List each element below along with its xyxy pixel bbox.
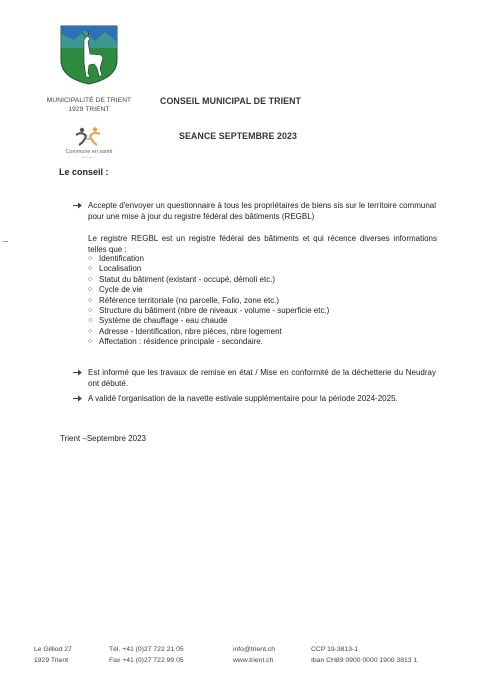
email-link[interactable]: info@trient.ch bbox=[233, 646, 276, 653]
margin-mark bbox=[3, 241, 8, 242]
municipal-crest-logo bbox=[59, 24, 119, 86]
program-label: Commune en santé bbox=[65, 149, 113, 155]
circle-bullet-icon: ○ bbox=[88, 265, 93, 273]
footer-bank: CCP 19-3813-1 Iban CH89 0900 0000 1900 3813 1 bbox=[311, 646, 418, 664]
item-text: Est informé que les travaux de remise en état / Mise en conformité de la déchetterie du Neudray ont débuté. bbox=[88, 368, 436, 388]
circle-bullet-icon: ○ bbox=[88, 338, 93, 346]
regbl-intro: Le registre REGBL est un registre fédéral des bâtiments et qui récence diverses informations telles que : bbox=[88, 234, 437, 254]
circle-bullet-icon: ○ bbox=[88, 327, 93, 335]
section-heading: Le conseil : bbox=[59, 167, 109, 177]
pointing-hand-icon bbox=[73, 369, 82, 376]
circle-bullet-icon: ○ bbox=[88, 286, 93, 294]
session-title: SEANCE SEPTEMBRE 2023 bbox=[179, 131, 297, 141]
footer-phone: Tél. +41 (0)27 722 21 05 Fax +41 (0)27 722 99 05 bbox=[109, 646, 184, 664]
municipality-name: MUNICIPALITÉ DE TRIENT bbox=[46, 97, 132, 104]
footer-address: Le Gilliod 27 1929 Trient bbox=[34, 646, 72, 664]
program-sub: valais bbox=[82, 155, 96, 159]
circle-bullet-icon: ○ bbox=[88, 317, 93, 325]
pointing-hand-icon bbox=[73, 202, 82, 209]
municipality-postcode: 1929 TRIENT bbox=[68, 105, 110, 113]
item-text: A validé l'organisation de la navette estivale supplémentaire pour la période 2024-2025. bbox=[88, 394, 398, 403]
municipality-block bbox=[36, 97, 142, 114]
circle-bullet-icon: ○ bbox=[88, 306, 93, 314]
pointing-hand-icon bbox=[73, 395, 82, 402]
item-text: Accepte d'envoyer un questionnaire à tous les propriétaires de biens sis sur le territoire communal pour une mise à jour du registre fédéral des bâtiments (REGBL) bbox=[88, 201, 436, 221]
circle-bullet-icon: ○ bbox=[88, 255, 93, 262]
document-title: CONSEIL MUNICIPAL DE TRIENT bbox=[160, 96, 302, 106]
footer-contact bbox=[233, 644, 275, 666]
website-link[interactable]: www.trient.ch bbox=[233, 657, 274, 664]
circle-bullet-icon: ○ bbox=[88, 275, 93, 283]
circle-bullet-icon: ○ bbox=[88, 296, 93, 304]
signoff: Trient –Septembre 2023 bbox=[60, 434, 146, 443]
commune-en-sante-logo bbox=[72, 126, 104, 148]
